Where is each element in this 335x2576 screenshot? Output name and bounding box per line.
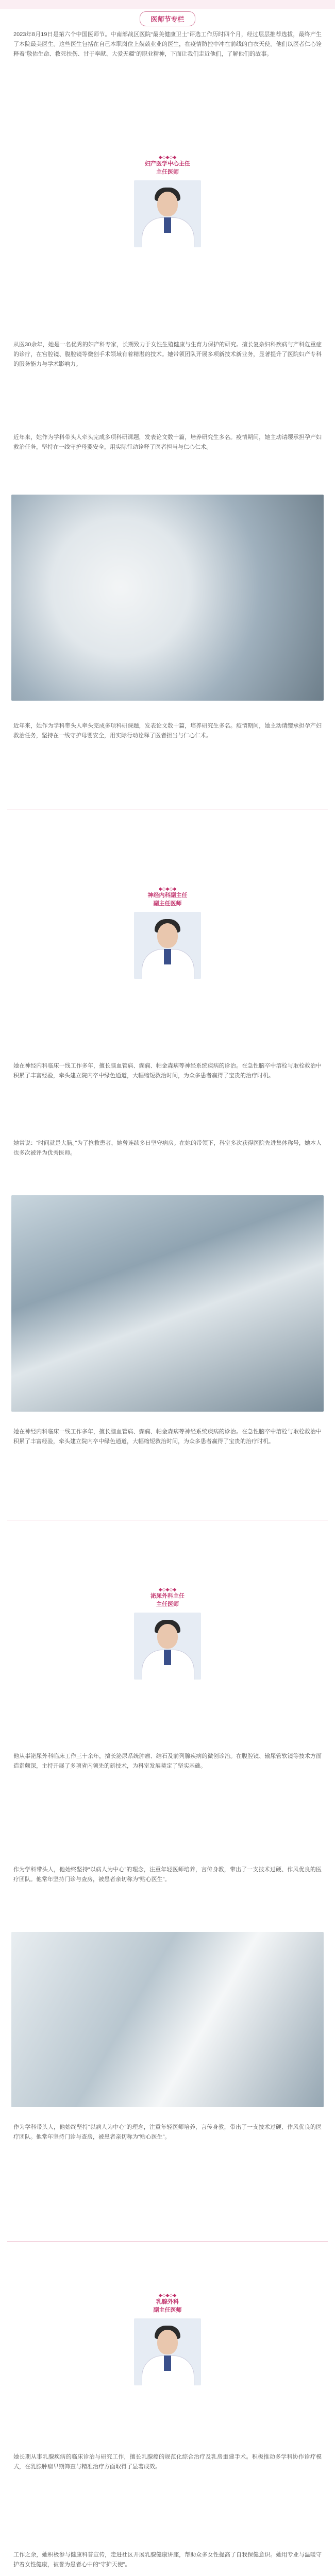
doctor-2-story: 她常说：“时间就是大脑。”为了抢救患者，她曾连续多日坚守病房。在她的带领下，科室多次获得医院先进集体称号，她本人也多次被评为优秀医师。 xyxy=(13,1140,322,1156)
ornament-icon: ◆◇◆◇◆ xyxy=(158,1587,177,1592)
doctor-3-bio: 他从事泌尿外科临床工作三十余年，擅长泌尿系统肿瘤、结石及前列腺疾病的微创诊治。在腹腔镜、输尿管软镜等技术方面造诣颇深，主持开展了多项省内领先的新技术，为科室发展奠定了坚实基础。 xyxy=(13,1753,322,1769)
ornament-icon: ◆◇◆◇◆ xyxy=(158,2293,177,2298)
doctor-2-extra: 她在神经内科临床一线工作多年，擅长脑血管病、癫痫、帕金森病等神经系统疾病的诊治。在急性脑卒中溶栓与取栓救治中积累了丰富经验，牵头建立院内卒中绿色通道，大幅缩短救治时间，为众多患者赢得了宝贵的治疗时机。 xyxy=(13,1429,322,1445)
ornament-icon: ◆◇◆◇◆ xyxy=(158,155,177,160)
doctor-4-dept: 乳腺外科 xyxy=(156,2299,179,2305)
doctor-3-portrait xyxy=(134,1613,201,1680)
ornament-icon: ◆◇◆◇◆ xyxy=(158,886,177,891)
doctor-1-title: 主任医师 xyxy=(156,169,179,175)
doctor-3-extra: 作为学科带头人，他始终坚持“以病人为中心”的理念，注重年轻医师培养，言传身教，带出了一支技术过硬、作风优良的医疗团队。他常年坚持门诊与查房，被患者亲切称为“贴心医生”。 xyxy=(13,2124,322,2140)
doctor-1-dept: 妇产医学中心主任 xyxy=(145,161,190,167)
doctor-2-portrait xyxy=(134,912,201,979)
doctor-4-profile xyxy=(119,2293,216,2385)
header-band xyxy=(0,0,335,9)
doctor-1-extra: 近年来，她作为学科带头人牵头完成多项科研课题，发表论文数十篇，培养研究生多名。疫情期间，她主动请缨承担孕产妇救治任务，坚持在一线守护母婴安全，用实际行动诠释了医者担当与仁心仁术。 xyxy=(13,723,322,739)
section-title: 医师节专栏 xyxy=(140,11,195,26)
doctor-3-dept: 泌尿外科主任 xyxy=(150,1593,185,1599)
doctor-2-profile xyxy=(119,886,216,979)
intro-paragraph: 2023年8月19日是第六个中国医师节。中南部战区医院“最美健康卫士”评选工作历时四个月，经过层层推荐选拔，最终产生了本院最美医生。这些医生包括在自己本职岗位上兢兢业业的医生，在疫情防控中冲在前线的白衣天使。他们以医者仁心诠释着“敬佑生命、救死扶伤、甘于奉献、大爱无疆”的职业精神，下面让我们走近他们，了解他们的故事。 xyxy=(13,31,322,57)
divider xyxy=(7,2241,328,2242)
doctor-2-photo xyxy=(11,1195,324,1412)
doctor-4-bio: 她长期从事乳腺疾病的临床诊治与研究工作，擅长乳腺癌的规范化综合治疗及乳房重建手术。积极推动多学科协作诊疗模式，在乳腺肿瘤早期筛查与精准治疗方面取得了显著成效。 xyxy=(13,2454,322,2470)
doctor-1-portrait xyxy=(134,180,201,247)
doctor-3-profile xyxy=(119,1587,216,1680)
doctor-4-title: 副主任医师 xyxy=(153,2307,182,2313)
doctor-1-photo xyxy=(11,495,324,701)
doctor-4-portrait xyxy=(134,2318,201,2385)
doctor-1-story: 近年来，她作为学科带头人牵头完成多项科研课题，发表论文数十篇，培养研究生多名。疫情期间，她主动请缨承担孕产妇救治任务，坚持在一线守护母婴安全，用实际行动诠释了医者担当与仁心仁术。 xyxy=(13,434,322,450)
doctor-2-dept: 神经内科副主任 xyxy=(147,892,188,899)
doctor-2-title: 副主任医师 xyxy=(153,901,182,907)
doctor-4-story: 工作之余，她积极参与健康科普宣传，走进社区开展乳腺健康讲座，帮助众多女性提高了自我保健意识。她用专业与温暖守护着女性健康，被誉为患者心中的“守护天使”。 xyxy=(13,2552,322,2568)
doctor-3-title: 主任医师 xyxy=(156,1601,179,1607)
doctor-3-story: 作为学科带头人，他始终坚持“以病人为中心”的理念，注重年轻医师培养，言传身教，带出了一支技术过硬、作风优良的医疗团队。他常年坚持门诊与查房，被患者亲切称为“贴心医生”。 xyxy=(13,1867,322,1883)
section-title-wrap xyxy=(0,11,335,26)
doctor-1-profile xyxy=(119,155,216,247)
doctor-1-bio: 从医30余年，她是一名优秀的妇产科专家，长期致力于女性生殖健康与生育力保护的研究。擅长复杂妇科疾病与产科危重症的诊疗，在宫腔镜、腹腔镜等微创手术领域有着精湛的技术。她带领团队开展多项新技术新业务，显著提升了医院妇产专科的服务能力与学术影响力。 xyxy=(13,342,322,367)
doctor-3-photo xyxy=(11,1932,324,2107)
doctor-2-bio: 她在神经内科临床一线工作多年，擅长脑血管病、癫痫、帕金森病等神经系统疾病的诊治。在急性脑卒中溶栓与取栓救治中积累了丰富经验，牵头建立院内卒中绿色通道，大幅缩短救治时间，为众多患者赢得了宝贵的治疗时机。 xyxy=(13,1063,322,1079)
